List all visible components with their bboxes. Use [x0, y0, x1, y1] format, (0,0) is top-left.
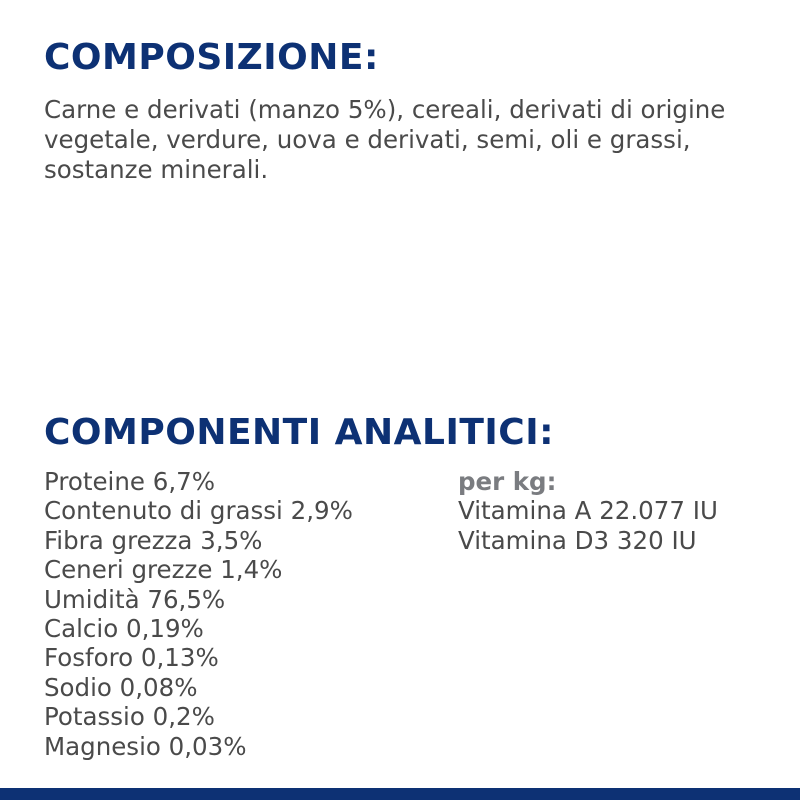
vitamin-line: Vitamina A 22.077 IU: [458, 496, 718, 526]
component-line: Ceneri grezze 1,4%: [44, 555, 283, 585]
analytical-components-list: [44, 467, 353, 761]
composition-text: Carne e derivati (manzo 5%), cereali, derivati di origine vegetale, verdure, uova e derivati, semi, oli e grassi, sostanze minerali.: [44, 95, 726, 184]
component-line: Umidità 76,5%: [44, 584, 226, 614]
component-line: Potassio 0,2%: [44, 702, 215, 732]
analytical-heading: COMPONENTI ANALITICI:: [44, 412, 555, 453]
vitamins-list: [458, 467, 718, 555]
composition-heading: COMPOSIZIONE:: [44, 37, 379, 78]
per-kg-label: per kg:: [458, 467, 557, 496]
component-line: Sodio 0,08%: [44, 672, 198, 702]
component-line: Fosforo 0,13%: [44, 643, 219, 673]
component-line: Fibra grezza 3,5%: [44, 525, 263, 555]
component-line: Calcio 0,19%: [44, 614, 204, 644]
component-line: Proteine 6,7%: [44, 467, 215, 496]
component-line: Contenuto di grassi 2,9%: [44, 496, 353, 526]
bottom-bar: [0, 788, 800, 800]
vitamin-line: Vitamina D3 320 IU: [458, 525, 697, 555]
component-line: Magnesio 0,03%: [44, 731, 247, 761]
